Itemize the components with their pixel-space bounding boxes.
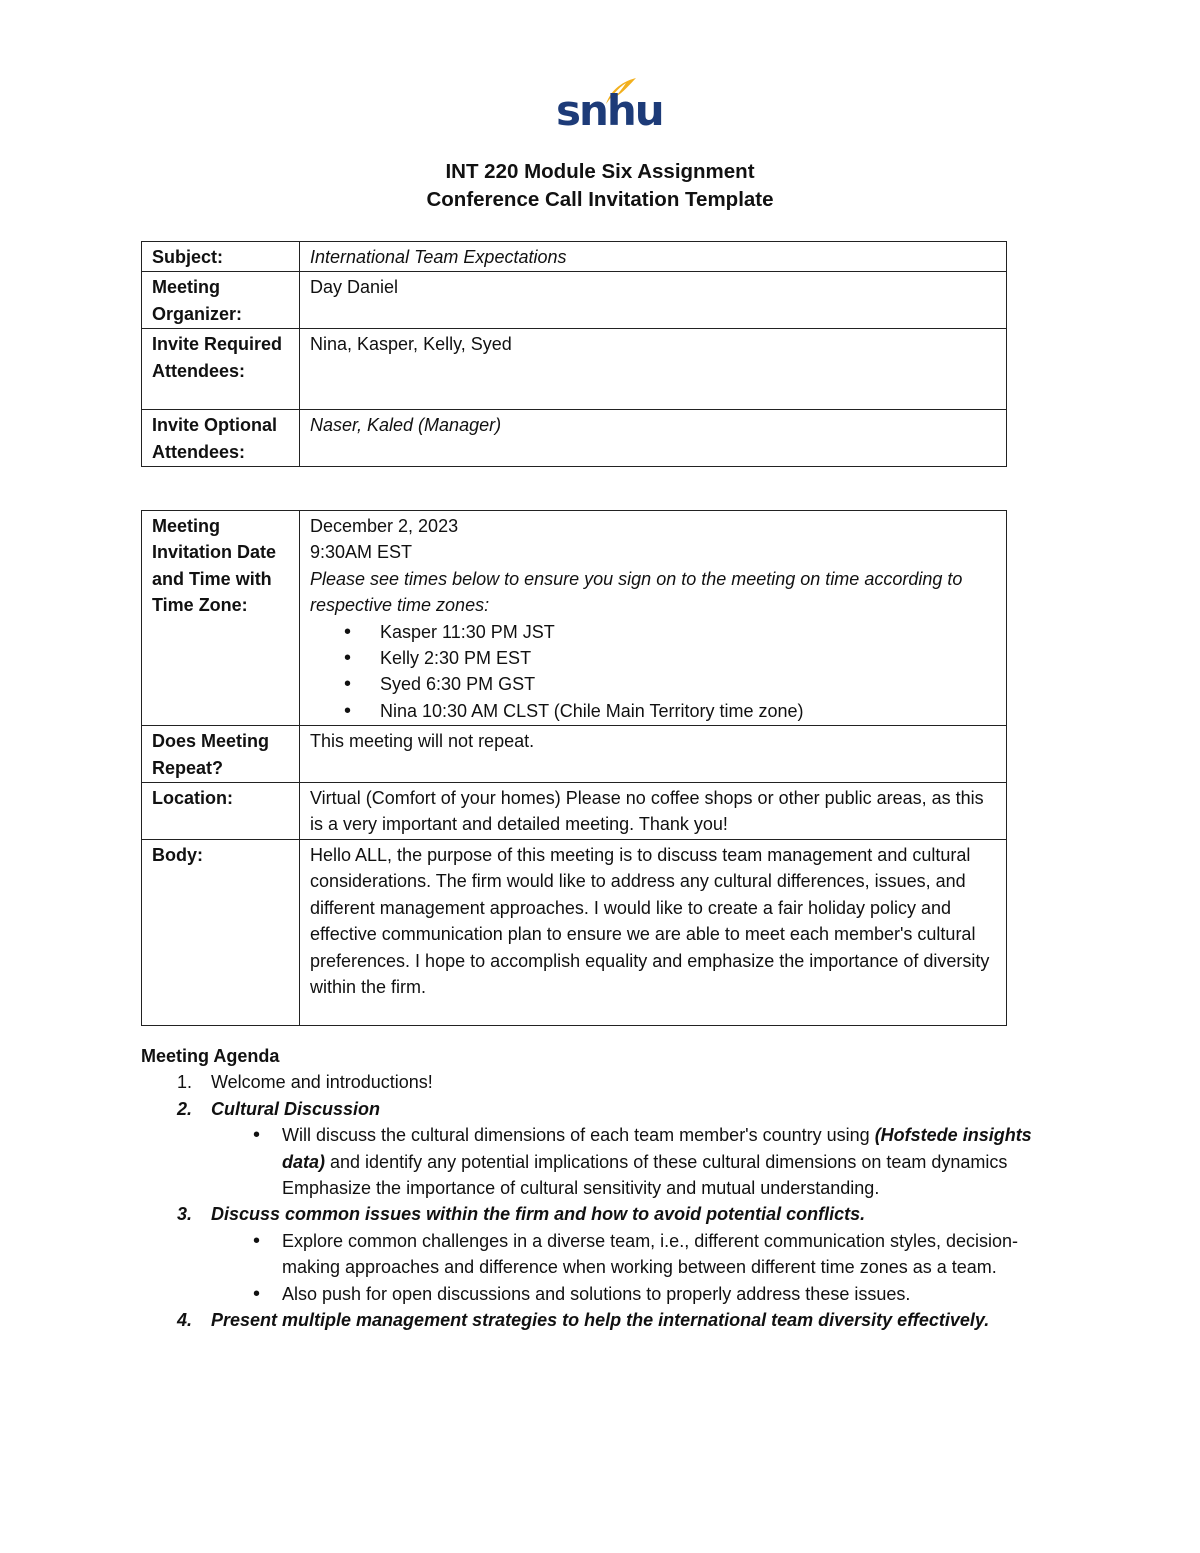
- title-line-2: Conference Call Invitation Template: [426, 188, 774, 211]
- meeting-time: 9:30AM EST: [310, 542, 413, 563]
- agenda-text: Cultural Discussion: [211, 1098, 381, 1119]
- agenda-item-3-bullets: [141, 1228, 1071, 1307]
- body-value: Hello ALL, the purpose of this meeting is to discuss team management and cultural considerations. The firm would like to address any cultural differences, issues, and different management approaches. I would like to create a fair holiday policy and effective communication plan to ensure we are able to meet each member's cultural preferences. I hope to accomplish equality and emphasize the importance of diversity within the firm.: [300, 839, 1007, 1025]
- snhu-logo: [556, 74, 663, 135]
- agenda-item-1: [141, 1069, 1071, 1095]
- repeat-value: This meeting will not repeat.: [300, 726, 1007, 783]
- subject-value: International Team Expectations: [300, 242, 1007, 272]
- meeting-info-table: [141, 510, 1007, 1026]
- list-item: • Kelly 2:30 PM EST: [380, 645, 996, 671]
- invitation-details-table: [141, 241, 1007, 467]
- meeting-date: December 2, 2023: [310, 516, 459, 536]
- body-label: Body:: [142, 839, 300, 1025]
- location-label: Location:: [142, 783, 300, 840]
- required-attendees-value: Nina, Kasper, Kelly, Syed: [300, 329, 1007, 410]
- agenda-item-2-bullets: [141, 1122, 1071, 1201]
- title-line-1: INT 220 Module Six Assignment: [445, 160, 755, 183]
- timezone-note: Please see times below to ensure you sign on to the meeting on time according to respective time zones:: [310, 568, 963, 616]
- list-item: • Kasper 11:30 PM JST: [380, 619, 996, 645]
- timezone-list: [310, 619, 996, 725]
- optional-attendees-label: Invite Optional Attendees:: [142, 410, 300, 467]
- agenda-text: Present multiple management strategies to help the international team diversity effectively.: [211, 1310, 990, 1331]
- organizer-value: Day Daniel: [300, 272, 1007, 329]
- organizer-label: Meeting Organizer:: [142, 272, 300, 329]
- logo-text: snhu: [556, 86, 663, 135]
- subject-label: Subject:: [142, 242, 300, 272]
- optional-attendees-value: Naser, Kaled (Manager): [300, 410, 1007, 467]
- list-item: • Explore common challenges in a diverse team, i.e., different communication styles, decision-making approaches and difference when working between different time zones as a team.: [282, 1228, 1071, 1281]
- datetime-row: [142, 511, 1007, 726]
- agenda-number: 2.: [177, 1098, 193, 1119]
- optional-attendees-row: [142, 410, 1007, 467]
- datetime-value: [300, 511, 1007, 726]
- organizer-row: [142, 272, 1007, 329]
- subject-row: [142, 242, 1007, 272]
- list-item: • Syed 6:30 PM GST: [380, 671, 996, 697]
- list-item: • Also push for open discussions and solutions to properly address these issues.: [282, 1281, 1071, 1307]
- agenda-text: Welcome and introductions!: [211, 1072, 433, 1093]
- repeat-label: Does Meeting Repeat?: [142, 726, 300, 783]
- body-row: [142, 839, 1007, 1025]
- agenda-item-3: [141, 1201, 1071, 1227]
- bullet-text: and identify any potential implications of these cultural dimensions on team dynamics Emphasize the importance of cultural sensitivity and mutual understanding.: [282, 1151, 1008, 1199]
- agenda-number: 4.: [177, 1310, 193, 1331]
- bullet-text: Will discuss the cultural dimensions of each team member's country using: [282, 1125, 875, 1146]
- agenda-title: Meeting Agenda: [141, 1046, 280, 1066]
- location-value: Virtual (Comfort of your homes) Please no coffee shops or other public areas, as this is a very important and detailed meeting. Thank you!: [300, 783, 1007, 840]
- repeat-row: [142, 726, 1007, 783]
- required-attendees-label: Invite Required Attendees:: [142, 329, 300, 410]
- hofstede-emphasis: (Hofstede insights data): [282, 1125, 1032, 1172]
- agenda-number: 1.: [177, 1072, 193, 1093]
- agenda-text: Discuss common issues within the firm and how to avoid potential conflicts.: [211, 1204, 866, 1225]
- agenda-item-2: [141, 1096, 1071, 1122]
- datetime-label: Meeting Invitation Date and Time with Time Zone:: [142, 511, 300, 726]
- required-attendees-row: [142, 329, 1007, 410]
- meeting-agenda: [141, 1043, 1071, 1333]
- agenda-number: 3.: [177, 1204, 193, 1225]
- page-title: [0, 158, 1200, 214]
- list-item: [282, 1122, 1071, 1201]
- list-item: • Nina 10:30 AM CLST (Chile Main Territory time zone): [380, 698, 996, 724]
- agenda-item-4: [141, 1307, 1071, 1333]
- location-row: [142, 783, 1007, 840]
